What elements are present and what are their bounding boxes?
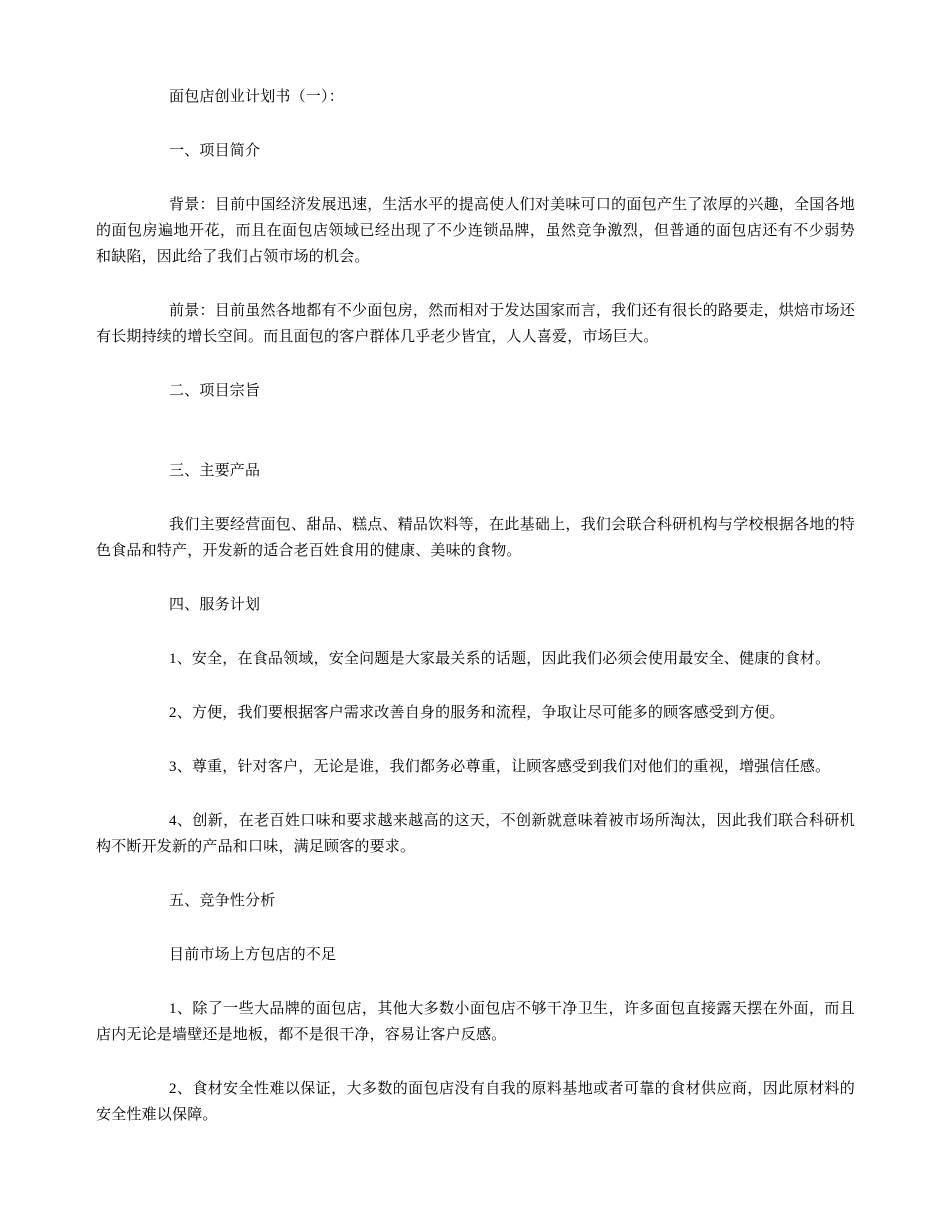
para-market-shortcomings-title: 目前市场上方包店的不足 <box>169 947 337 963</box>
heading-main-products: 三、主要产品 <box>169 463 261 479</box>
heading-project-purpose: 二、项目宗旨 <box>169 383 261 399</box>
para-service-item-2: 2、方便，我们要根据客户需求改善自身的服务和流程，争取让尽可能多的顾客感受到方便。 <box>169 705 785 721</box>
heading-project-intro: 一、项目简介 <box>169 143 261 159</box>
para-service-item-3: 3、尊重，针对客户，无论是谁，我们都务必尊重，让顾客感受到我们对他们的重视，增强信任感。 <box>169 759 831 775</box>
para-background: 背景：目前中国经济发展迅速，生活水平的提高使人们对美味可口的面包产生了浓厚的兴趣，全国各地的面包房遍地开花，而且在面包店领域已经出现了不少连锁品牌，虽然竞争激烈，但普通的面包店还有不少弱势和缺陷，因此给了我们占领市场的机会。 <box>96 197 855 265</box>
para-service-item-4: 4、创新，在老百姓口味和要求越来越高的这天，不创新就意味着被市场所淘汰，因此我们联合科研机构不断开发新的产品和口味，满足顾客的要求。 <box>96 813 855 855</box>
para-shortcoming-2: 2、食材安全性难以保证，大多数的面包店没有自我的原料基地或者可靠的食材供应商，因此原材料的安全性难以保障。 <box>96 1081 855 1123</box>
para-empty <box>96 432 855 458</box>
heading-competitive-analysis: 五、竞争性分析 <box>169 893 276 909</box>
para-shortcoming-1: 1、除了一些大品牌的面包店，其他大多数小面包店不够干净卫生，许多面包直接露天摆在外面，而且店内无论是墙壁还是地板，都不是很干净，容易让客户反感。 <box>96 1001 855 1043</box>
document-title: 面包店创业计划书（一）： <box>169 89 344 105</box>
para-service-item-1: 1、安全，在食品领域，安全问题是大家最关系的话题，因此我们必须会使用最安全、健康的食材。 <box>169 651 831 667</box>
para-prospect: 前景：目前虽然各地都有不少面包房，然而相对于发达国家而言，我们还有很长的路要走，烘焙市场还有长期持续的增长空间。而且面包的客户群体几乎老少皆宜，人人喜爱，市场巨大。 <box>96 303 855 345</box>
heading-service-plan: 四、服务计划 <box>169 597 261 613</box>
para-products: 我们主要经营面包、甜品、糕点、精品饮料等，在此基础上，我们会联合科研机构与学校根据各地的特色食品和特产，开发新的适合老百姓食用的健康、美味的食物。 <box>96 517 855 559</box>
